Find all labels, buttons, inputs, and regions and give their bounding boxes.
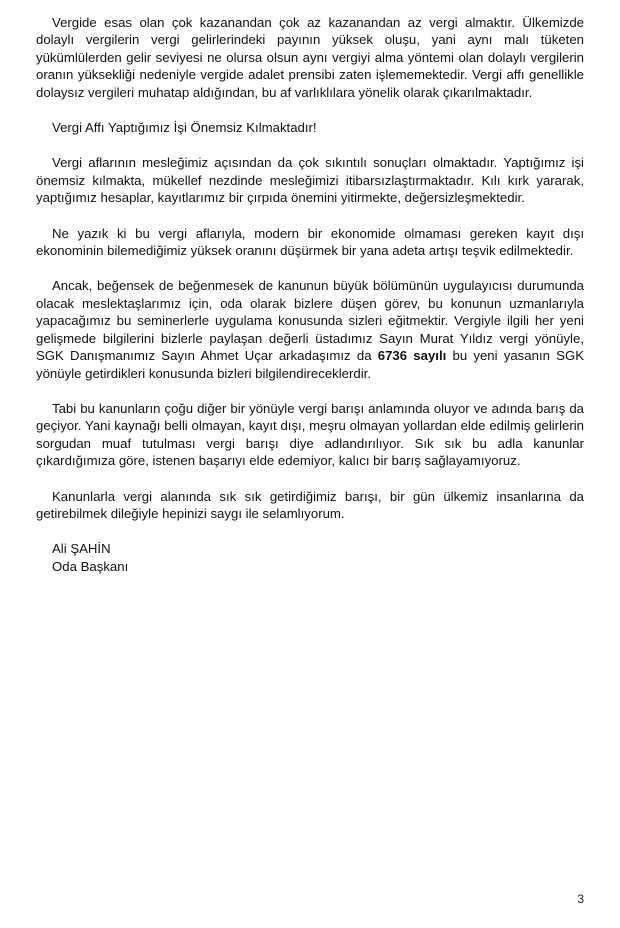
paragraph-text: Vergi aflarının mesleğimiz açısından da çok sıkıntılı sonuçları olmaktadır. Yaptığımız işi önemsiz kılmakta, mükellef nezdinde mesleğimizi itibarsızlaştırmaktadır. Kılı kırk yararak, yaptığımız hesaplar, kayıtlarımız bir çırpıda önemini yitirmekte, değersizleşmektedir. [36, 155, 584, 206]
paragraph-closing [36, 488, 584, 523]
paragraph-text: Vergide esas olan çok kazanandan çok az kazanandan az vergi almaktır. Ülkemizde dolaylı vergilerin vergi gelirlerindeki payının yüksek oluşu, yani aynı malı tüketen yükümlülerden gelir seviyesi ne olursa olsun aynı vergiyi alma yöntemi olan dolaylı vergilerin oranın yüksekliği nedeniyle vergide adalet prensibi zaten işlememektedir. Vergi affı genellikle dolaysız vergileri muhatap aldığından, bu af varlıklılara yönelik olarak çıkarılmaktadır. [36, 15, 584, 100]
paragraph-seminar [36, 277, 584, 381]
law-number: 6736 sayılı [377, 348, 447, 364]
paragraph-text: Ne yazık ki bu vergi aflarıyla, modern bir ekonomide olmaması gereken kayıt dışı ekonominin bilemediğimiz yüksek oranını düşürmek bir yana adeta artışı teşvik edilmektedir. [36, 225, 584, 259]
paragraph-text: Tabi bu kanunların çoğu diğer bir yönüyle vergi barışı anlamında oluyor ve adında barış da geçiyor. Yani kaynağı belli olmayan, kayıt dışı, meşru olmayan yollardan elde edilmiş gelirlerin sorgudan muaf tutulması vergi barışı diye adlandırılıyor. Sık sık bu adla kanunlar çıkardığımıza göre, istenen başarıyı elde edemiyor, kalıcı bir barış sağlayamıyoruz. [36, 400, 584, 469]
paragraph-profession-impact [36, 154, 584, 206]
signature-title: Oda Başkanı [52, 558, 129, 574]
paragraph-informal-economy [36, 225, 584, 260]
page-number: 3 [577, 892, 584, 906]
heading-text: Vergi Affı Yaptığımız İşi Önemsiz Kılmaktadır! [52, 120, 317, 136]
paragraph-text: bu yeni yasanın SGK yönüyle getirdikleri konusunda bizleri bilgilendireceklerdir. [36, 348, 584, 381]
paragraph-text: Ancak, beğensek de beğenmesek de kanunun büyük bölümünün uygulayıcısı durumunda olacak meslektaşlarımız için, oda olarak bizlere düşen görev, bu konunun uzmanlarıyla yapacağımız bu seminerlerle uygulama konusunda sizleri eğitmektir. Vergiyle ilgili her yeni gelişmede bilgilerini bizlerle paylaşan değerli üstadımız Sayın Murat Yıldız vergi yönüyle, SGK Danışmanımız Sayın Ahmet Uçar arkadaşımız da [36, 278, 584, 364]
signature-name: Ali ŞAHİN [52, 541, 111, 557]
paragraph-tax-principle [36, 14, 584, 101]
paragraph-tax-peace [36, 400, 584, 470]
section-heading [36, 119, 584, 136]
signature-block [36, 540, 584, 575]
document-page [36, 14, 584, 575]
paragraph-text: Kanunlarla vergi alanında sık sık getirdiğimiz barışı, bir gün ülkemiz insanlarına da getirebilmek dileğiyle hepinizi saygı ile selamlıyorum. [36, 488, 584, 521]
